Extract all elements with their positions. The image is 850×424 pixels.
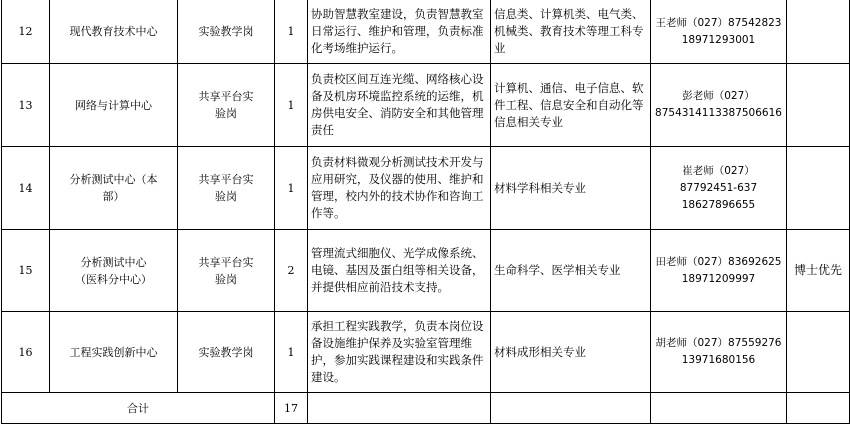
row-number: 14 — [2, 147, 50, 230]
total-row — [2, 393, 850, 424]
row-number: 16 — [2, 312, 50, 393]
row-number: 13 — [2, 64, 50, 147]
table-row — [2, 147, 850, 230]
table-row — [2, 312, 850, 393]
major-requirement: 材料成形相关专业 — [491, 312, 651, 393]
contact-info: 胡老师（027）87559276 13971680156 — [651, 312, 787, 393]
job-duty: 负责校区间互连光缆、网络核心设备及机房环境监控系统的运维，机房供电安全、消防安全和其他管理责任 — [308, 64, 491, 147]
remark — [787, 64, 850, 147]
contact-info: 彭老师（027） 8754314113387506616 — [651, 64, 787, 147]
remark — [787, 312, 850, 393]
empty-cell — [787, 393, 850, 424]
table-row — [2, 230, 850, 312]
recruitment-table — [1, 0, 850, 424]
job-duty: 承担工程实践教学，负责本岗位设备设施维护保养及实验室管理维护，参加实践课程建设和实践条件建设。 — [308, 312, 491, 393]
table-row — [2, 0, 850, 64]
unit-name: 工程实践创新中心 — [50, 312, 178, 393]
post-type: 共享平台实 验岗 — [178, 64, 275, 147]
empty-cell — [651, 393, 787, 424]
job-duty: 负责材料微观分析测试技术开发与应用研究，及仪器的使用、维护和管理，校内外的技术协作和咨询工作等。 — [308, 147, 491, 230]
total-label: 合计 — [2, 393, 275, 424]
table-row — [2, 64, 850, 147]
post-type: 实验教学岗 — [178, 0, 275, 64]
remark: 博士优先 — [787, 230, 850, 312]
unit-name: 分析测试中心 （医科分中心） — [50, 230, 178, 312]
post-count: 1 — [275, 312, 308, 393]
post-count: 1 — [275, 0, 308, 64]
major-requirement: 材料学科相关专业 — [491, 147, 651, 230]
post-count: 1 — [275, 64, 308, 147]
row-number: 12 — [2, 0, 50, 64]
contact-info: 王老师（027）87542823 18971293001 — [651, 0, 787, 64]
job-duty: 管理流式细胞仪、光学成像系统、电镜、基因及蛋白组等相关设备，并提供相应前沿技术支持。 — [308, 230, 491, 312]
unit-name: 分析测试中心（本 部） — [50, 147, 178, 230]
unit-name: 现代教育技术中心 — [50, 0, 178, 64]
empty-cell — [308, 393, 491, 424]
major-requirement: 生命科学、医学相关专业 — [491, 230, 651, 312]
post-type: 实验教学岗 — [178, 312, 275, 393]
post-count: 2 — [275, 230, 308, 312]
major-requirement: 信息类、计算机类、电气类、机械类、教育技术等理工科专业 — [491, 0, 651, 64]
empty-cell — [491, 393, 651, 424]
post-count: 1 — [275, 147, 308, 230]
job-duty: 协助智慧教室建设，负责智慧教室日常运行、维护和管理，负责标准化考场维护运行。 — [308, 0, 491, 64]
contact-info: 田老师（027）83692625 18971209997 — [651, 230, 787, 312]
row-number: 15 — [2, 230, 50, 312]
contact-info: 崔老师（027） 87792451-637 18627896655 — [651, 147, 787, 230]
unit-name: 网络与计算中心 — [50, 64, 178, 147]
post-type: 共享平台实 验岗 — [178, 147, 275, 230]
remark — [787, 147, 850, 230]
major-requirement: 计算机、通信、电子信息、软件工程、信息安全和自动化等信息相关专业 — [491, 64, 651, 147]
table-body — [2, 0, 850, 424]
remark — [787, 0, 850, 64]
post-type: 共享平台实 验岗 — [178, 230, 275, 312]
total-count: 17 — [275, 393, 308, 424]
